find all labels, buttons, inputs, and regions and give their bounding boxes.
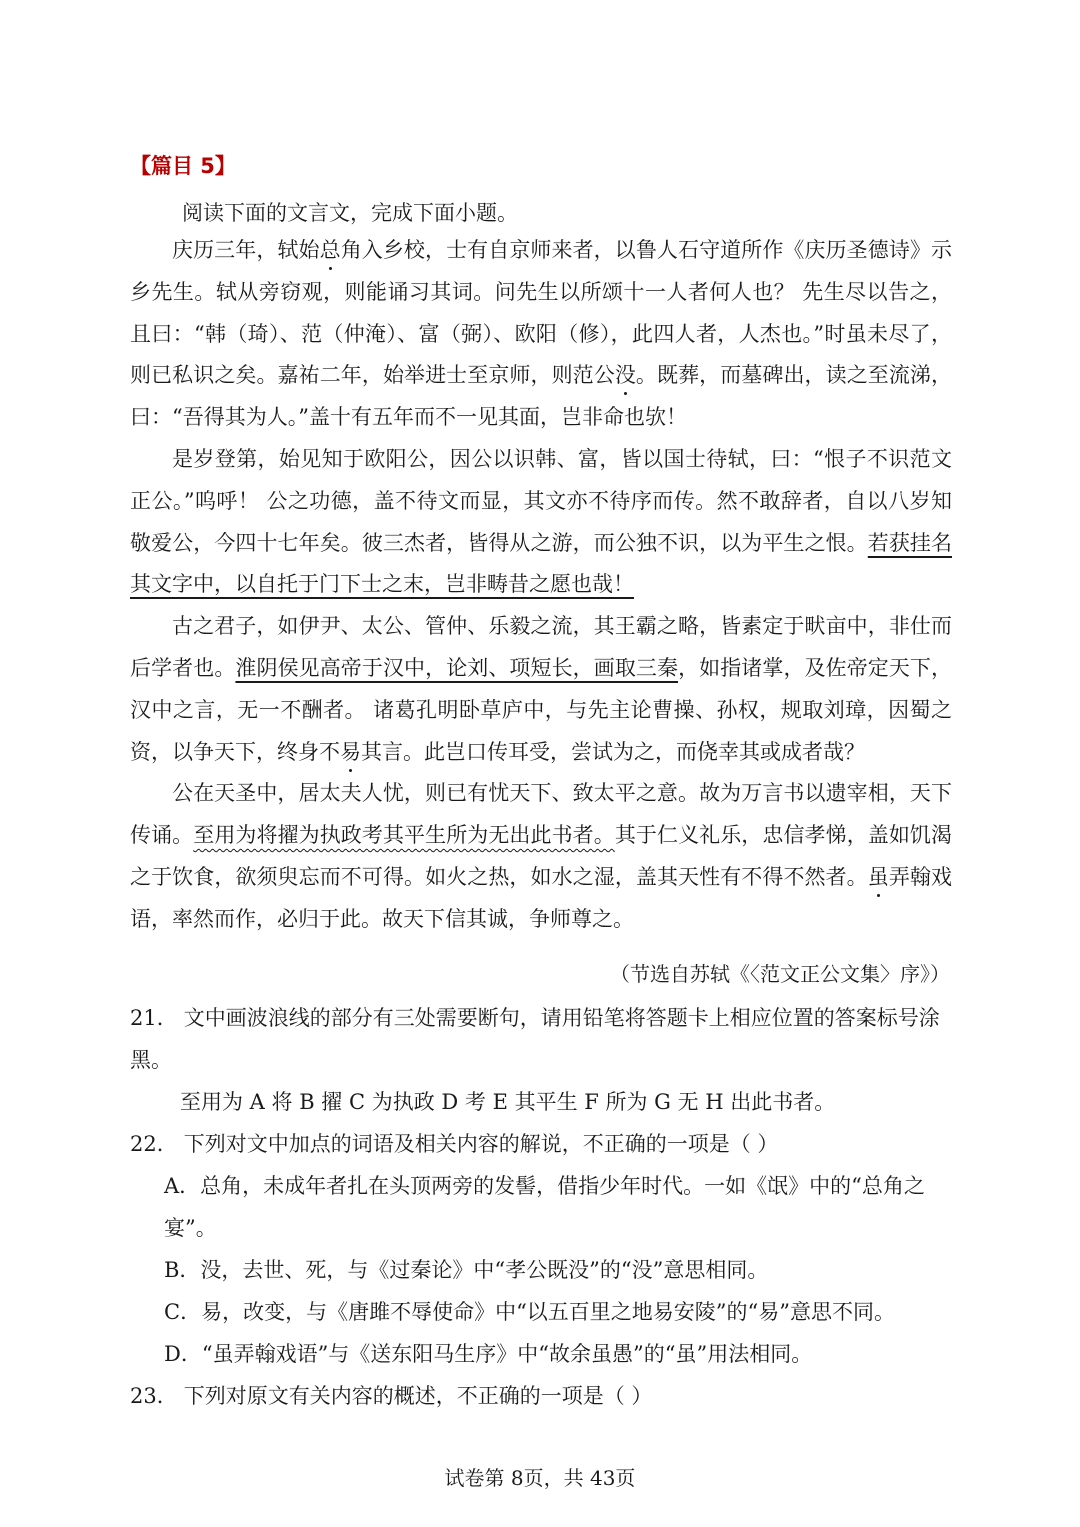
passage-paragraph-1 bbox=[130, 230, 952, 439]
question-text: 下列对原文有关内容的概述，不正确的一项是（ ） bbox=[183, 1384, 653, 1408]
passage-paragraph-4 bbox=[130, 773, 952, 940]
question-23 bbox=[130, 1375, 952, 1417]
question-text: 下列对文中加点的词语及相关内容的解说，不正确的一项是（ ） bbox=[183, 1132, 779, 1156]
question-number: 23． bbox=[130, 1384, 178, 1408]
dotted-word-zong: 总 bbox=[319, 238, 341, 262]
passage-paragraph-3 bbox=[130, 606, 952, 773]
dotted-word-sui: 虽 bbox=[867, 864, 889, 889]
passage-intro: 阅读下面的文言文，完成下面小题。 bbox=[182, 201, 518, 225]
questions bbox=[130, 997, 952, 1417]
passage-text: 庆历三年，轼始 bbox=[172, 238, 320, 262]
underlined-sentence: 若获挂名其文字中，以自托于门下士之末，岂非畴昔之愿也哉！ bbox=[130, 530, 953, 597]
classical-passage bbox=[130, 230, 952, 941]
passage-text: 古之君子，如伊尹、太公、管仲、乐毅之流，其王霸之略，皆素定于畎亩中，非仕而后学者也。 bbox=[130, 614, 952, 680]
passage-text: 角入乡校，士有自京师来者，以鲁人石守道所作《庆历圣德诗》示乡先生。轼从旁窃观，则能诵习其词。问先生以所颂十一人者何人也？ 先生尽以告之，且曰：“韩（琦）、范（仲淹）、富（弼）、欧阳（修），此四人者，人杰也。”时虽未尽了，则已私识之矣。嘉祐二年，始举进士至京师，则范公 bbox=[130, 238, 953, 388]
question-21 bbox=[130, 997, 952, 1081]
passage-source: （节选自苏轼《〈范文正公文集〉序》） bbox=[610, 962, 950, 986]
passage-text: 其言。此岂口传耳受，尝试为之，而侥幸其或成者哉？ bbox=[361, 739, 865, 764]
option-d[interactable]: D．“虽弄翰戏语”与《送东阳马生序》中“故余虽愚”的“虽”用法相同。 bbox=[164, 1342, 813, 1366]
option-b[interactable]: B．没，去世、死，与《过秦论》中“孝公既没”的“没”意思相同。 bbox=[164, 1258, 769, 1282]
option-a[interactable]: A．总角，未成年者扎在头顶两旁的发髻，借指少年时代。一如《氓》中的“总角之宴”。 bbox=[164, 1174, 925, 1240]
passage-text: 其于仁义礼乐，忠信孝悌，盖如饥渴之于饮食，欲须臾忘而不可得。如火之热，如水之湿，盖其天性有不得不然者。 bbox=[130, 823, 953, 889]
question-number: 21． bbox=[130, 1006, 178, 1030]
underlined-sentence: 淮阴侯见高帝于汉中，论刘、项短长，画取三秦 bbox=[235, 655, 679, 680]
dotted-word-yi: 易 bbox=[340, 739, 361, 764]
question-21-sentence: 至用为 A 将 B 擢 C 为执政 D 考 E 其平生 F 所为 G 无 H 出此书者。 bbox=[180, 1090, 836, 1114]
passage-text: 弄翰戏语，率然而作，必归于此。故天下信其诚，争师尊之。 bbox=[130, 864, 953, 931]
section-tag: 【篇目 5】 bbox=[130, 154, 236, 178]
question-number: 22． bbox=[130, 1132, 178, 1156]
dotted-word-mo: 没 bbox=[614, 363, 636, 388]
passage-text: ，如指诸掌，及佐帝定天下，汉中之言，无一不酬者。 诸葛孔明卧草庐中，与先主论曹操、孙权，规取刘璋，因蜀之资，以争天下，终身不 bbox=[130, 655, 953, 764]
passage-paragraph-2 bbox=[130, 439, 952, 606]
passage-text: 。既葬，而墓碑出，读之至流涕，曰：“吾得其为人。”盖十有五年而不一见其面，岂非命也欤！ bbox=[130, 363, 953, 430]
wavy-underlined-sentence: 至用为将擢为执政考其平生所为无出此书者。 bbox=[193, 823, 615, 848]
page-footer: 试卷第 8页，共 43页 bbox=[444, 1466, 636, 1490]
passage-text: 公在天圣中，居太夫人忧，则已有忧天下、致太平之意。故为万言书以遗宰相，天下传诵。 bbox=[130, 781, 952, 848]
question-text: 文中画波浪线的部分有三处需要断句，请用铅笔将答题卡上相应位置的答案标号涂黑。 bbox=[130, 1006, 940, 1072]
passage-text: 是岁登第，始见知于欧阳公，因公以识韩、富，皆以国士待轼，曰：“恨子不识范文正公。”呜呼！ 公之功德，盖不待文而显，其文亦不待序而传。然不敢辞者，自以八岁知敬爱公，今四十七年矣。彼三杰者，皆得从之游，而公独不识，以为平生之恨。 bbox=[130, 446, 952, 555]
question-22 bbox=[130, 1123, 952, 1165]
option-c[interactable]: C．易，改变，与《唐雎不辱使命》中“以五百里之地易安陵”的“易”意思不同。 bbox=[164, 1300, 896, 1324]
